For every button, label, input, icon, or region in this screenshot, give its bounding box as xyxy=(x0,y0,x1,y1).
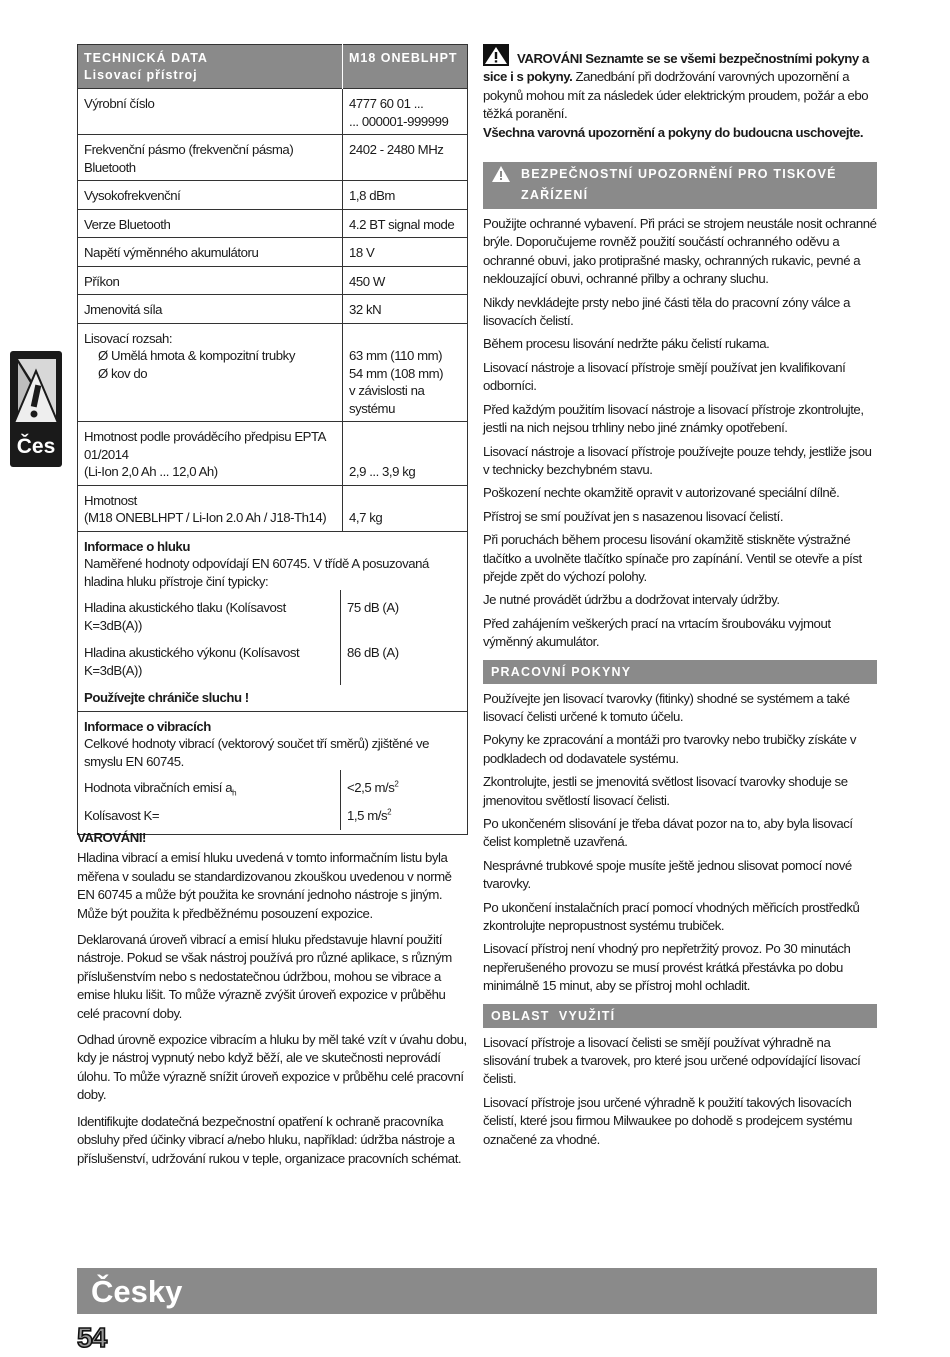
warning-body: Zanedbání při dodržování varovných upozornění a pokynů mohou mít za následek úder elektrickým proudem, požár a ebo těžká poranění. xyxy=(483,69,869,122)
vibration-value xyxy=(341,803,462,831)
language-side-tab xyxy=(10,351,62,467)
row-value: 4.2 BT signal mode xyxy=(343,209,468,238)
paragraph: Lisovací nástroje a lisovací přístroje používejte pouze tehdy, jestliže jsou v technicky bezchybném stavu. xyxy=(483,443,872,477)
paragraph: Nikdy nevkládejte prsty nebo jiné části těla do pracovní zóny válce a lisovacích čelistí. xyxy=(483,294,850,329)
paragraph: Odhad úrovně expozice vibracím a hluku by měl také vzít v úvahu dobu, kdy je nástroj vypnutý nebo když běží, ale ve skutečnosti neprovádí úlohu. To může výrazně snížit úroveň expozice v průběhu celé pracovní doby. xyxy=(77,1032,467,1103)
table-row xyxy=(84,590,461,640)
table-row xyxy=(78,422,468,486)
paragraph: Identifikujte dodatečná bezpečnostní opatření k ochraně pracovníka obsluhy před účinky vibrací a/nebo hluku, například: údržba nástroje a příslušenství, udržování rukou v teple, organizace pracovních schémat. xyxy=(77,1113,462,1166)
row-value-line: 54 mm (108 mm) xyxy=(349,365,444,381)
table-header-row xyxy=(78,45,468,89)
row-value-line: ... 000001-999999 xyxy=(349,113,449,129)
paragraph: Použijte ochranné vybavení. Při práci se strojem neustále nosit ochranné brýle. Doporučujeme rovněž použití součástí ochranného oděvu a ochranné obuvi, jako protiprašné masky, ochranných rukavic, pevné a neklouzající obuvi, ochranné přilby a ochrany sluchu. xyxy=(483,216,877,287)
paragraph: Lisovací přístroje jsou určené výhradně k použití takových lisovacích čelistí, které jsou firmou Milwaukee po dohodě s prodejcem systému označené za vhodné. xyxy=(483,1094,853,1147)
vibration-value-text: 1,5 m/s xyxy=(347,807,388,823)
paragraph: Používejte jen lisovací tvarovky (fitinky) shodné se systémem a také lisovací čelisti určené k tomuto účelu. xyxy=(483,690,850,724)
row-value-line: 63 mm (110 mm) xyxy=(349,348,443,363)
row-label-line: (M18 ONEBLHPT / Li-Ion 2.0 Ah / J18-Th14) xyxy=(84,510,327,525)
row-label-line: Bluetooth xyxy=(84,159,136,175)
page-number: 54 xyxy=(77,1322,107,1353)
row-value: 2,9 ... 3,9 kg xyxy=(343,422,468,486)
safety-heading-text: BEZPEČNOSTNÍ UPOZORNĚNÍ PRO TISKOVÉ ZAŘÍZENÍ xyxy=(521,167,837,203)
paragraph: Deklarovaná úroveň vibrací a emisí hluku představuje hlavní použití nástroje. Pokud se však nástroj používá pro různé aplikace, s různým příslušenstvím nebo s nedostatečnou údržbou, mohou se vibrace a emise hluku lišit. To může výrazně zvýšit úroveň expozice v průběhu celé pracovní doby. xyxy=(77,932,452,1021)
row-label-line: Frekvenční pásmo (frekvenční pásma) xyxy=(84,142,294,157)
table-header-left xyxy=(78,45,343,89)
row-label xyxy=(78,485,343,531)
warning-triangle-icon xyxy=(483,44,509,66)
vibration-title: Informace o vibracích xyxy=(84,718,211,734)
row-label-line: (Li-Ion 2,0 Ah ... 12,0 Ah) xyxy=(84,464,218,479)
paragraph: Před každým použitím lisovací nástroje a lisovací přístroje zkontrolujte, jestli na nich nejsou trhliny nebo jiné známky opotřebení. xyxy=(483,401,864,436)
vibration-label: Kolísavost K= xyxy=(84,803,341,831)
row-label: Příkon xyxy=(78,266,343,295)
row-value xyxy=(343,89,468,135)
noise-value: 75 dB (A) xyxy=(347,600,399,615)
row-label-line: 01/2014 xyxy=(84,446,129,462)
paragraph: Před zahájením veškerých prací na vrtacím šroubováku vyjmout výměnný akumulátor. xyxy=(483,615,831,650)
vibration-label-sub: h xyxy=(232,788,237,798)
row-label xyxy=(78,422,343,486)
right-column xyxy=(483,44,877,1154)
table-row xyxy=(78,209,468,238)
paragraph: Poškození nechte okamžitě opravit v autorizované speciální dílně. xyxy=(483,485,840,501)
vibration-section-cell xyxy=(78,711,468,835)
noise-label: Hladina akustického výkonu (Kolísavost K=3dB(A)) xyxy=(84,640,341,685)
paragraph: Zkontrolujte, jestli se jmenovitá světlost lisovací tvarovky shoduje se jmenovitou světlostí lisovací čelisti. xyxy=(483,774,848,808)
safety-heading xyxy=(483,162,877,209)
row-label: Jmenovitá síla xyxy=(78,295,343,324)
side-tab-label: Čes xyxy=(16,435,56,458)
row-label-line: Lisovací rozsah: xyxy=(84,330,173,346)
row-value: 450 W xyxy=(343,266,468,295)
paragraph: Lisovací přístroje a lisovací čelisti se smějí používat výhradně na slisování trubek a tvarovek, pro které jsou určené odpovídající lisovací čelisti. xyxy=(483,1034,861,1087)
table-header-model: M18 ONEBLHPT xyxy=(343,45,468,89)
row-value: 32 kN xyxy=(343,295,468,324)
row-value xyxy=(343,323,468,422)
paragraph: Při poruchách během procesu lisování okamžitě stiskněte výstražné tlačítko a uvolněte tlačítko spínače pro zapínání. Ventil se otevře a píst přejde zpět do výchozí polohy. xyxy=(483,532,862,584)
table-row xyxy=(78,238,468,267)
work-instructions-heading: PRACOVNÍ POKYNY xyxy=(483,660,877,684)
row-value: 2402 - 2480 MHz xyxy=(343,135,468,181)
row-label-line: Hmotnost podle prováděcího předpisu EPTA xyxy=(84,429,326,444)
row-label: Verze Bluetooth xyxy=(78,209,343,238)
table-row xyxy=(78,323,468,422)
unit-exponent: 2 xyxy=(387,807,392,817)
paragraph: Je nutné provádět údržbu a dodržovat intervaly údržby. xyxy=(483,592,780,608)
table-row xyxy=(78,266,468,295)
table-row xyxy=(84,640,461,685)
keep-instructions-note: Všechna varovná upozornění a pokyny do budoucna uschovejte. xyxy=(483,124,864,140)
vibration-value-text: <2,5 m/s xyxy=(347,780,395,795)
noise-value: 86 dB (A) xyxy=(347,645,399,660)
hearing-protection-note: Používejte chrániče sluchu ! xyxy=(84,690,249,705)
row-label-line: Hmotnost xyxy=(84,492,137,508)
row-value: 18 V xyxy=(343,238,468,267)
warning-title: VAROVÁNI! xyxy=(77,830,146,845)
row-value-line: 4777 60 01 ... xyxy=(349,96,424,111)
row-sub-label: Ø Umělá hmota & kompozitní trubky xyxy=(98,348,295,363)
row-sub-label: Ø kov do xyxy=(98,365,148,381)
warning-lead: VAROVÁNI Seznamte se se všemi bezpečnostními pokyny a sice i s pokyny. xyxy=(483,51,869,85)
noise-intro: Naměřené hodnoty odpovídají EN 60745. V třídě A posuzovaná hladina hluku přístroje činí typicky: xyxy=(84,556,429,589)
row-label: Napětí výměnného akumulátoru xyxy=(78,238,343,267)
noise-values xyxy=(84,590,461,685)
vibration-value xyxy=(341,770,462,803)
table-row xyxy=(78,135,468,181)
vibration-label xyxy=(84,770,341,803)
unit-exponent: 2 xyxy=(394,779,399,789)
table-row xyxy=(84,803,461,831)
general-warning xyxy=(483,44,877,142)
vibration-values xyxy=(84,770,461,830)
table-row xyxy=(84,770,461,803)
warning-triangle-icon xyxy=(491,165,511,183)
row-label: Výrobní číslo xyxy=(78,89,343,135)
footer-language: Česky xyxy=(91,1274,183,1309)
general-warning-text xyxy=(483,44,877,124)
paragraph: Přístroj se smí používat jen s nasazenou lisovací čelistí. xyxy=(483,508,784,524)
paragraph: Lisovací nástroje a lisovací přístroje smějí používat jen kvalifikovaní odborníci. xyxy=(483,359,846,394)
technical-data-table xyxy=(77,44,468,835)
noise-section xyxy=(78,531,468,711)
row-label xyxy=(78,135,343,181)
row-value-line: v závislosti na xyxy=(349,383,425,398)
table-row xyxy=(78,89,468,135)
table-row xyxy=(78,295,468,324)
vibration-label-text: Hodnota vibračních emisí a xyxy=(84,780,233,795)
paragraph: Po ukončeném slisování je třeba dávat pozor na to, aby byla lisovací čelist kompletně uzavřená. xyxy=(483,816,853,850)
noise-section-cell xyxy=(78,531,468,711)
paragraph: Lisovací přístroj není vhodný pro nepřetržitý provoz. Po 30 minutách nepřerušeného provozu se musí provést krátká přestávka po dobu minimálně 15 minut, aby se přístroj mohl ochladit. xyxy=(483,941,851,994)
table-header-subtitle: Lisovací přístroj xyxy=(84,68,198,82)
noise-title: Informace o hluku xyxy=(84,538,190,554)
noise-label: Hladina akustického tlaku (Kolísavost K=3dB(A)) xyxy=(84,590,341,640)
paragraph: Během procesu lisování nedržte páku čelistí rukama. xyxy=(483,336,770,352)
row-label xyxy=(78,323,343,422)
vibration-section xyxy=(78,711,468,835)
row-value: 1,8 dBm xyxy=(343,181,468,210)
row-value: 4,7 kg xyxy=(343,485,468,531)
vibration-intro: Celkové hodnoty vibrací (vektorový součet tří směrů) zjištěné ve smyslu EN 60745. xyxy=(84,736,429,769)
language-footer-band xyxy=(77,1268,877,1314)
row-label: Vysokofrekvenční xyxy=(78,181,343,210)
row-value-line: systému xyxy=(349,400,395,416)
side-warning-icon xyxy=(10,351,62,435)
paragraph: Hladina vibrací a emisí hluku uvedená v tomto informačním listu byla měřena v souladu se standardizovanou zkouškou uvedenou v normě EN 60745 a může být použita ke srovnání jednoho nástroje s jiným. Může být použita k předběžnému posouzení expozice. xyxy=(77,850,452,921)
usage-heading: OBLAST VYUŽITÍ xyxy=(483,1004,877,1028)
paragraph: Pokyny ke zpracování a montáži pro tvarovky nebo trubičky získáte v podkladech od dodavatele systému. xyxy=(483,732,856,766)
paragraph: Nesprávné trubkové spoje musíte ještě jednou slisovat pomocí nové tvarovky. xyxy=(483,857,852,892)
table-row xyxy=(78,181,468,210)
table-header-title: TECHNICKÁ DATA xyxy=(84,51,208,65)
vibration-warning-text xyxy=(77,829,470,1176)
paragraph: Po ukončení instalačních prací pomocí vhodných měřicích prostředků zkontrolujte nepropustnost systému trubiček. xyxy=(483,899,860,934)
table-row xyxy=(78,485,468,531)
